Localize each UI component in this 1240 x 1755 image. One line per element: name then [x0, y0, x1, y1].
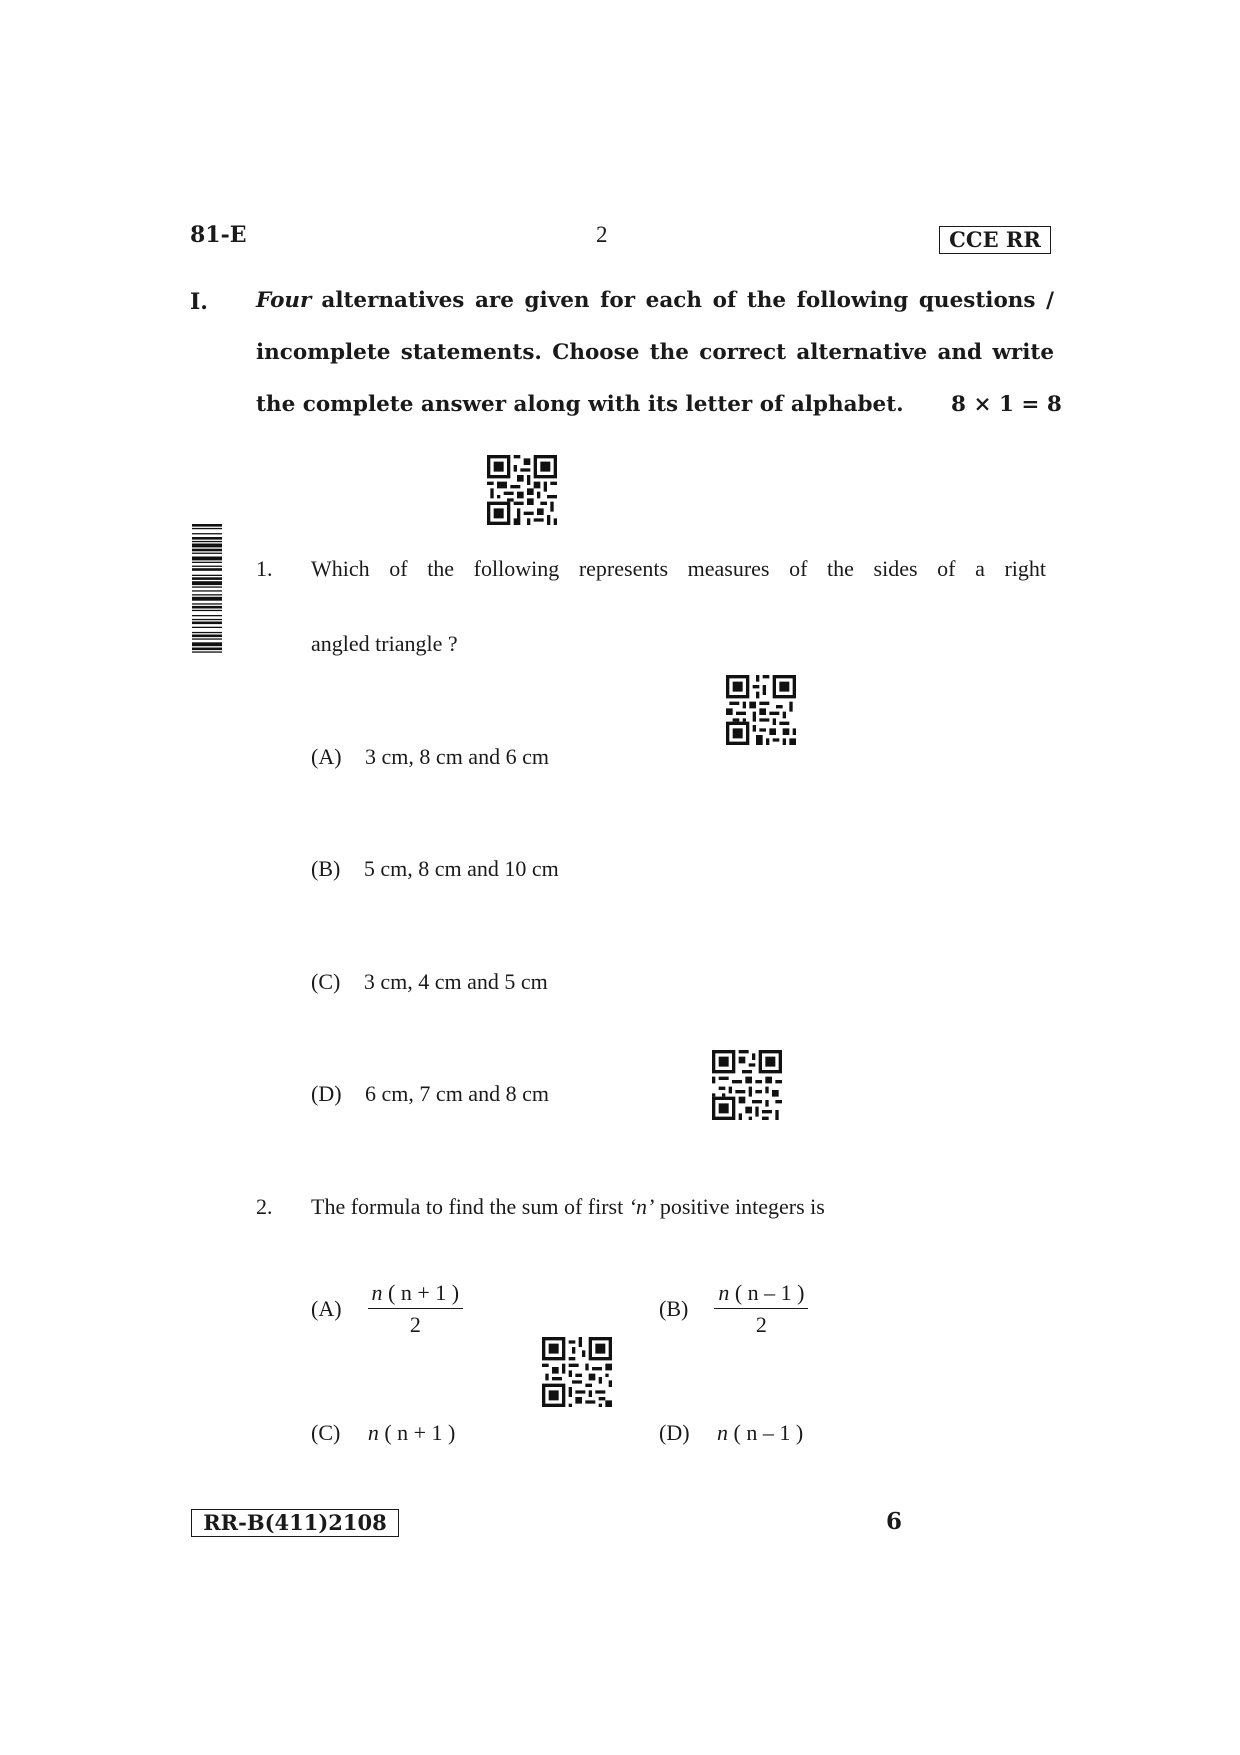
option-label: (A) — [311, 744, 342, 769]
q1-option-c — [311, 969, 548, 995]
option-fraction — [714, 1280, 808, 1338]
fraction-denominator: 2 — [409, 1312, 421, 1337]
q1-option-b — [311, 856, 559, 882]
qr-code-icon — [726, 675, 796, 745]
fraction-variable: n — [371, 1280, 383, 1305]
instruction-line-2 — [256, 340, 1054, 365]
qr-code-icon — [542, 1337, 612, 1407]
instruction-line-2-text: incomplete statements. Choose the correct alternative and write — [256, 340, 1054, 365]
fraction-variable: n — [718, 1280, 730, 1305]
page-number: 2 — [596, 222, 608, 247]
option-variable: n — [367, 1420, 379, 1445]
option-label: (B) — [659, 1296, 689, 1321]
fraction-denominator: 2 — [755, 1312, 767, 1337]
question-2-text — [311, 1194, 825, 1220]
question-1-text-line-2: angled triangle ? — [311, 631, 458, 656]
option-label: (A) — [311, 1296, 342, 1321]
option-text: 6 cm, 7 cm and 8 cm — [365, 1081, 549, 1106]
option-label: (C) — [311, 1420, 341, 1445]
q1-option-a — [311, 744, 549, 770]
option-text: 3 cm, 8 cm and 6 cm — [365, 744, 549, 769]
question-2-variable: ‘n’ — [628, 1194, 655, 1219]
paper-code: 81-E — [190, 222, 247, 248]
barcode-icon — [192, 524, 222, 767]
option-label: (D) — [659, 1420, 690, 1445]
marks-allocation: 8 × 1 = 8 — [951, 392, 1062, 417]
option-text: 5 cm, 8 cm and 10 cm — [363, 856, 559, 881]
instruction-line-3: the complete answer along with its letter of alphabet. — [256, 392, 904, 417]
q1-option-d — [311, 1081, 549, 1107]
qr-code-icon — [487, 455, 557, 525]
exam-type-box: CCE RR — [939, 226, 1051, 254]
option-variable: n — [717, 1420, 729, 1445]
option-fraction — [368, 1280, 464, 1338]
footer-number: 6 — [886, 1508, 903, 1535]
footer-code-box: RR-B(411)2108 — [191, 1509, 399, 1537]
q2-option-c — [311, 1420, 455, 1446]
question-2-number: 2. — [256, 1194, 273, 1219]
qr-code-icon — [712, 1050, 782, 1120]
instruction-line-1-rest: alternatives are given for each of the following questions / — [321, 288, 1054, 313]
option-label: (D) — [311, 1081, 342, 1106]
question-2-text-end: positive integers is — [659, 1194, 825, 1219]
question-2-text-start: The formula to find the sum of first — [311, 1194, 624, 1219]
fraction-numerator: ( n + 1 ) — [388, 1280, 460, 1305]
option-expression: ( n + 1 ) — [384, 1420, 456, 1445]
option-text: 3 cm, 4 cm and 5 cm — [363, 969, 548, 994]
option-expression: ( n – 1 ) — [733, 1420, 804, 1445]
fraction-numerator: ( n – 1 ) — [734, 1280, 805, 1305]
q2-option-a — [311, 1280, 463, 1338]
instruction-lead-word: Four — [256, 288, 312, 313]
q2-option-b — [659, 1280, 808, 1338]
option-label: (C) — [311, 969, 341, 994]
question-1-text-line-1: Which of the following represents measures of the sides of a right — [311, 556, 1046, 581]
q2-option-d — [659, 1420, 803, 1446]
instruction-line-1 — [256, 288, 1054, 313]
section-number: I. — [190, 289, 208, 315]
option-label: (B) — [311, 856, 341, 881]
question-1-number: 1. — [256, 556, 273, 581]
